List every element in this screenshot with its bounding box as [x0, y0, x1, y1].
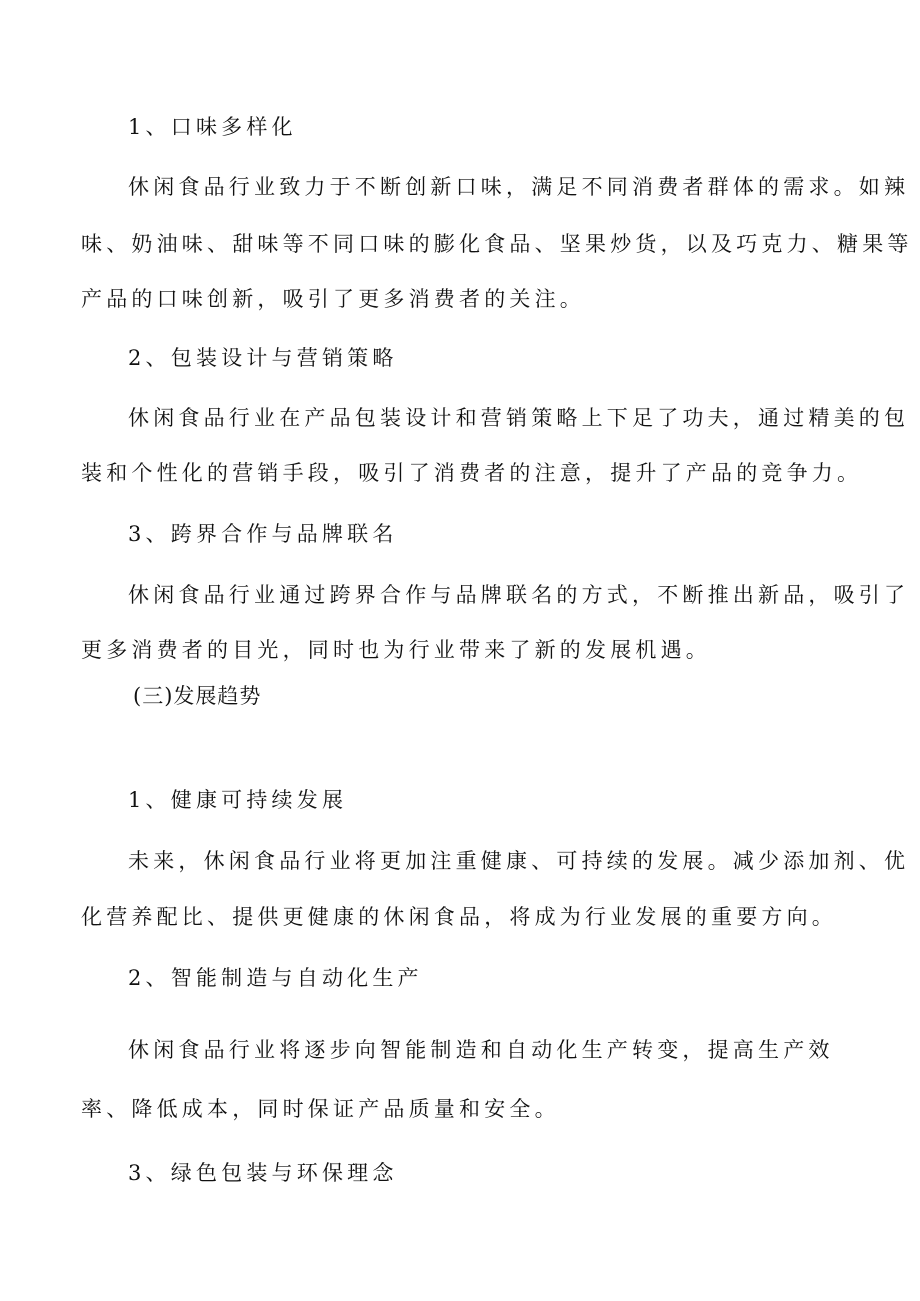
paragraph-line: 休闲食品行业在产品包装设计和营销策略上下足了功夫，通过精美的包: [128, 406, 910, 430]
paragraph-line: 休闲食品行业通过跨界合作与品牌联名的方式，不断推出新品，吸引了: [128, 583, 910, 607]
heading-packaging-marketing: 2、包装设计与营销策略: [128, 346, 398, 370]
paragraph-line: 休闲食品行业将逐步向智能制造和自动化生产转变，提高生产效: [128, 1038, 834, 1062]
heading-smart-manufacturing: 2、智能制造与自动化生产: [128, 966, 423, 990]
paragraph-line: 率、降低成本，同时保证产品质量和安全。: [81, 1097, 560, 1121]
paragraph-line: 产品的口味创新，吸引了更多消费者的关注。: [81, 287, 585, 311]
paragraph-line: 装和个性化的营销手段，吸引了消费者的注意，提升了产品的竞争力。: [81, 461, 863, 485]
heading-crossover-cobranding: 3、跨界合作与品牌联名: [128, 522, 398, 546]
heading-flavor-diversity: 1、口味多样化: [128, 115, 297, 139]
paragraph-line: 更多消费者的目光，同时也为行业带来了新的发展机遇。: [81, 638, 711, 662]
paragraph-line: 未来，休闲食品行业将更加注重健康、可持续的发展。减少添加剂、优: [128, 849, 910, 873]
paragraph-line: 味、奶油味、甜味等不同口味的膨化食品、坚果炒货，以及巧克力、糖果等: [81, 232, 913, 256]
heading-green-packaging: 3、绿色包装与环保理念: [128, 1161, 398, 1185]
heading-healthy-sustainable: 1、健康可持续发展: [128, 788, 348, 812]
paragraph-line: 休闲食品行业致力于不断创新口味，满足不同消费者群体的需求。如辣: [128, 175, 910, 199]
paragraph-line: 化营养配比、提供更健康的休闲食品，将成为行业发展的重要方向。: [81, 905, 837, 929]
section-title-trends: (三)发展趋势: [133, 684, 262, 708]
